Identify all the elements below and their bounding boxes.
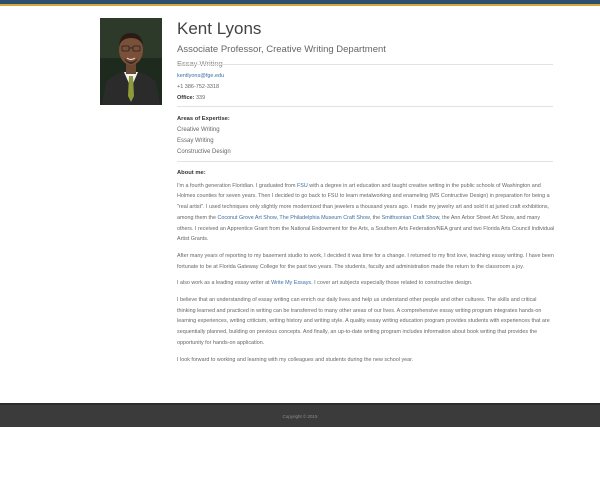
divider — [177, 161, 553, 162]
philadelphia-museum-link[interactable]: The Philadelphia Museum Craft Show — [279, 214, 370, 221]
coconut-grove-link[interactable]: Coconut Grove Art Show — [217, 214, 277, 221]
office-info — [177, 93, 224, 104]
footer — [0, 403, 600, 427]
smithsonian-link[interactable]: Smithsonian Craft Show — [381, 214, 440, 221]
expertise-item: Constructive Design — [177, 149, 231, 155]
email-link[interactable]: kentlyons@fge.edu — [177, 73, 225, 79]
expertise-heading: Areas of Expertise: — [177, 116, 230, 122]
profile-name: Kent Lyons — [177, 19, 262, 38]
expertise-section — [177, 114, 231, 158]
text: I'm a fourth generation Floridian. I graduated from — [177, 182, 297, 189]
phone-number: +1 386-752-3318 — [177, 84, 220, 90]
contact-info — [177, 71, 224, 104]
text: with a degree in art education and taught creative writing in the public schools of Washington and Holmes counties for seven years. Then I decided to go back to FSU to learn metalworking and enameling (MS Contructive Design) in preparation for being a "real artist". I used techniques only slightly more modernized than jewelers a thousand years ago. I made my jewelry art and sold it at juried craft exhibitions, among them the — [177, 182, 550, 221]
divider — [177, 106, 553, 107]
profile-title: Associate Professor, Creative Writing Department — [177, 44, 386, 55]
about-heading: About me: — [177, 170, 206, 176]
divider — [177, 64, 553, 65]
expertise-item: Essay Writing — [177, 138, 214, 144]
expertise-item: Creative Writing — [177, 127, 220, 133]
top-bar — [0, 0, 600, 6]
profile-photo — [100, 18, 162, 105]
about-paragraph-2: After many years of reporting to my basement studio to work, I decided it was time for a change. I returned to my first love, teaching essay writing. I have been fortunate to be at Florida Gateway College for the past two years. The students, faculty and administration made the return to the classroom a joy. — [177, 252, 554, 270]
portrait-image — [100, 18, 162, 105]
write-my-essays-link[interactable]: Write My Essays — [271, 280, 312, 287]
office-label: Office: — [177, 95, 195, 101]
profile-header — [177, 18, 557, 69]
about-paragraph-5: I look forward to working and learning with my colleagues and students during the new school year. — [177, 356, 414, 363]
text: , — [276, 214, 280, 221]
text: , the Ann Arbor Street Art Show, and many others. I received an Apprentice Grant from the National Endowment for the Arts, a Southern Arts Federation/NEA grant and two Florida Arts Council Individual Artist Grants. — [177, 214, 555, 243]
text: I also work as a leading essay writer at — [177, 280, 272, 287]
about-section — [177, 168, 555, 371]
about-paragraph-4: I believe that an understanding of essay writing can enrich our daily lives and help us understand other people and other cultures. The skills and critical thinking learned and practiced in writing can be transferred to many other areas of our lives. A comprehensive essay writing program integrates hands-on learning experiences, writing criticism, writing history and writing style. A quality essay writing education program provides students with experiences that are sequentially planned, building on previous concepts. And finally, an up-to-date writing program includes information about book writing that provides the opportunity for hands-on application. — [177, 297, 550, 346]
copyright-text: Copyright © 2015 — [282, 414, 318, 419]
fsu-link[interactable]: FSU — [297, 182, 308, 189]
about-paragraph-3 — [177, 278, 555, 289]
office-value: 339 — [195, 95, 206, 101]
about-paragraph-1 — [177, 181, 555, 245]
text: . I cover art subjects especially those related to constructive design. — [311, 280, 473, 287]
text: , the — [369, 214, 382, 221]
